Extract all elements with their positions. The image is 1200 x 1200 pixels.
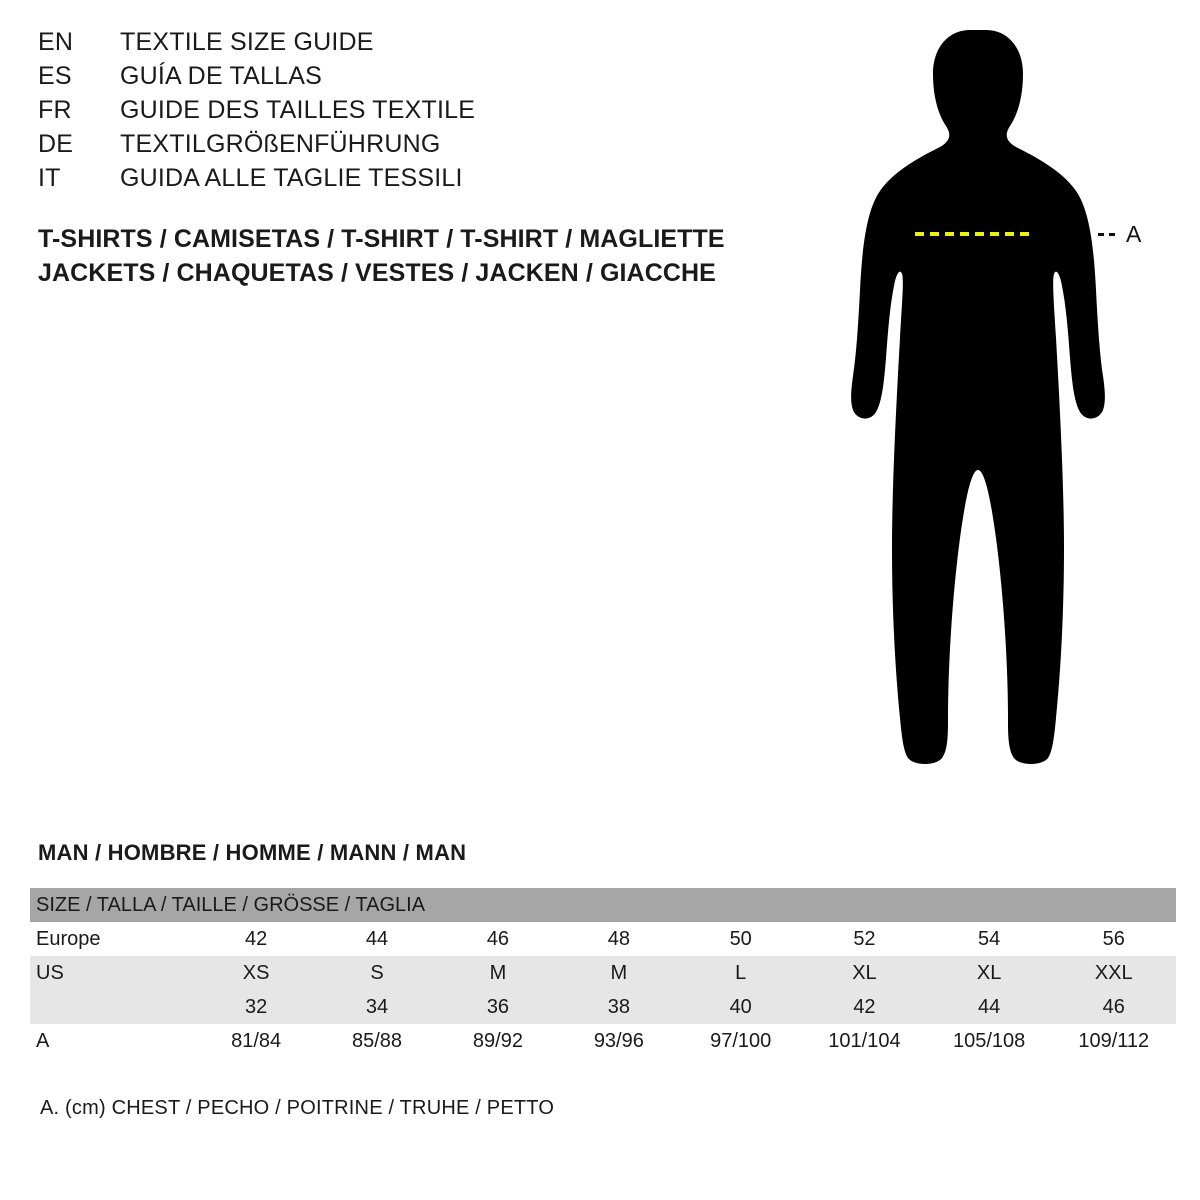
table-cell: 32 bbox=[196, 990, 317, 1024]
table-cell: XXL bbox=[1051, 956, 1176, 990]
table-cell: 46 bbox=[437, 922, 558, 956]
table-cell: 81/84 bbox=[196, 1024, 317, 1058]
table-cell: L bbox=[679, 956, 802, 990]
table-row bbox=[30, 990, 1176, 1024]
table-cell: 34 bbox=[317, 990, 438, 1024]
table-cell: 93/96 bbox=[558, 1024, 679, 1058]
row-label: US bbox=[30, 956, 196, 990]
language-title: GUIDA ALLE TAGLIE TESSILI bbox=[120, 164, 463, 192]
table-cell: XS bbox=[196, 956, 317, 990]
language-row bbox=[38, 62, 758, 96]
table-row bbox=[30, 1024, 1176, 1058]
table-cell: XL bbox=[927, 956, 1052, 990]
table-row bbox=[30, 956, 1176, 990]
table-cell: 52 bbox=[802, 922, 927, 956]
table-cell: 109/112 bbox=[1051, 1024, 1176, 1058]
table-cell: 89/92 bbox=[437, 1024, 558, 1058]
garment-categories bbox=[38, 222, 798, 290]
language-title: GUÍA DE TALLAS bbox=[120, 62, 322, 90]
table-cell: 85/88 bbox=[317, 1024, 438, 1058]
language-row bbox=[38, 96, 758, 130]
language-code: FR bbox=[38, 96, 72, 124]
table-cell: 105/108 bbox=[927, 1024, 1052, 1058]
table-cell: 56 bbox=[1051, 922, 1176, 956]
row-label: A bbox=[30, 1024, 196, 1058]
chest-measure-leader-line bbox=[1098, 233, 1120, 236]
language-code: IT bbox=[38, 164, 61, 192]
male-silhouette-figure bbox=[820, 18, 1180, 788]
measurement-footnote: A. (cm) CHEST / PECHO / POITRINE / TRUHE / PETTO bbox=[40, 1097, 555, 1119]
table-cell: M bbox=[558, 956, 679, 990]
table-cell: 44 bbox=[927, 990, 1052, 1024]
table-cell: 50 bbox=[679, 922, 802, 956]
table-cell: 48 bbox=[558, 922, 679, 956]
table-header-label: SIZE / TALLA / TAILLE / GRÖSSE / TAGLIA bbox=[30, 888, 1176, 922]
language-title: TEXTILGRÖßENFÜHRUNG bbox=[120, 130, 441, 158]
table-cell: 101/104 bbox=[802, 1024, 927, 1058]
language-title: TEXTILE SIZE GUIDE bbox=[120, 28, 374, 56]
table-row bbox=[30, 922, 1176, 956]
table-cell: 38 bbox=[558, 990, 679, 1024]
size-table bbox=[30, 888, 1176, 1058]
row-label bbox=[30, 990, 196, 1024]
language-code: DE bbox=[38, 130, 74, 158]
table-section-title: MAN / HOMBRE / HOMME / MANN / MAN bbox=[38, 840, 467, 865]
table-header-row bbox=[30, 888, 1176, 922]
language-row bbox=[38, 130, 758, 164]
language-row bbox=[38, 164, 758, 198]
table-cell: 42 bbox=[802, 990, 927, 1024]
table-cell: 46 bbox=[1051, 990, 1176, 1024]
table-cell: M bbox=[437, 956, 558, 990]
chest-measure-label: A bbox=[1126, 221, 1142, 247]
table-cell: 54 bbox=[927, 922, 1052, 956]
language-title: GUIDE DES TAILLES TEXTILE bbox=[120, 96, 476, 124]
language-code: ES bbox=[38, 62, 72, 90]
table-cell: S bbox=[317, 956, 438, 990]
table-cell: 36 bbox=[437, 990, 558, 1024]
language-header-block bbox=[38, 28, 758, 198]
table-cell: 42 bbox=[196, 922, 317, 956]
chest-measure-line bbox=[915, 232, 1033, 236]
row-label: Europe bbox=[30, 922, 196, 956]
table-cell: 44 bbox=[317, 922, 438, 956]
category-jackets: JACKETS / CHAQUETAS / VESTES / JACKEN / GIACCHE bbox=[38, 259, 716, 287]
table-cell: 97/100 bbox=[679, 1024, 802, 1058]
table-cell: XL bbox=[802, 956, 927, 990]
language-code: EN bbox=[38, 28, 74, 56]
table-cell: 40 bbox=[679, 990, 802, 1024]
language-row bbox=[38, 28, 758, 62]
category-tshirts: T-SHIRTS / CAMISETAS / T-SHIRT / T-SHIRT / MAGLIETTE bbox=[38, 225, 725, 253]
